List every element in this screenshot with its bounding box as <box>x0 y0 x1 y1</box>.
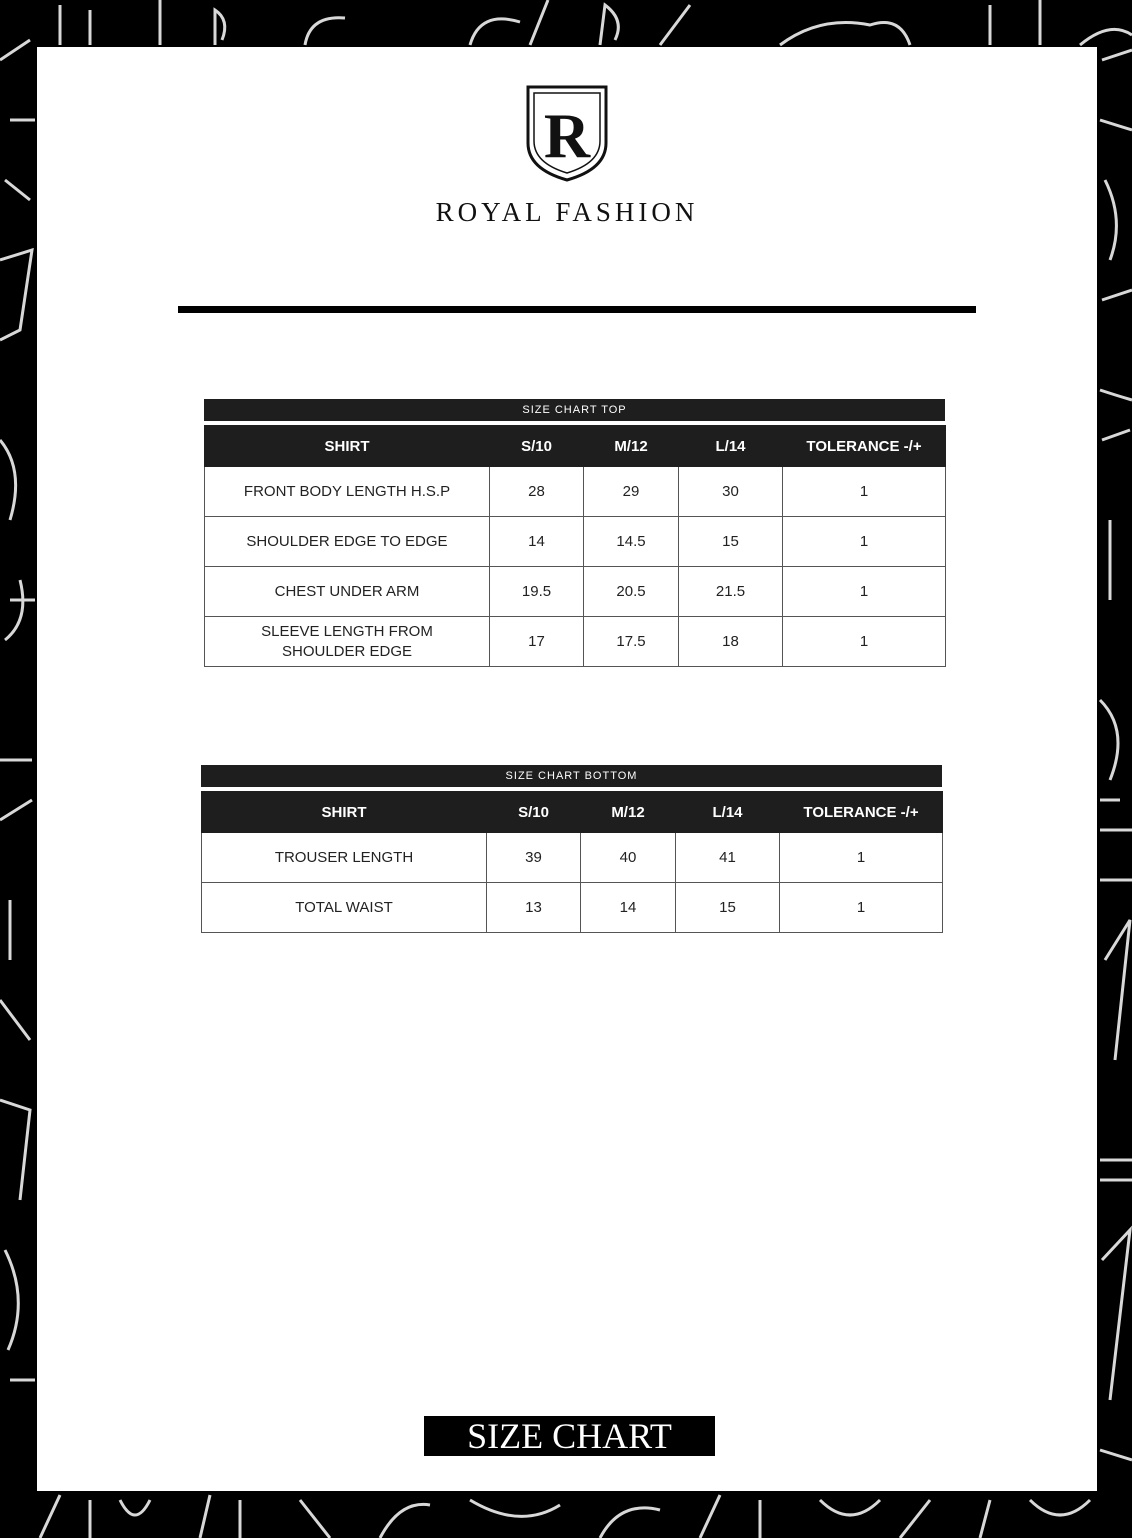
size-value: 29 <box>584 467 679 517</box>
size-value: 28 <box>490 467 584 517</box>
crest-monogram-logo <box>524 83 610 183</box>
table-row <box>202 883 943 933</box>
tolerance-value: 1 <box>783 617 946 667</box>
column-header: L/14 <box>679 426 783 467</box>
svg-text:R: R <box>543 100 591 171</box>
size-value: 14 <box>490 517 584 567</box>
size-value: 41 <box>676 833 780 883</box>
size-table-bottom <box>201 791 943 933</box>
brand-name: ROYAL FASHION <box>435 197 699 227</box>
size-value: 17 <box>490 617 584 667</box>
size-value: 19.5 <box>490 567 584 617</box>
measurement-label: CHEST UNDER ARM <box>205 567 490 617</box>
tolerance-value: 1 <box>783 467 946 517</box>
size-value: 14 <box>581 883 676 933</box>
column-header: L/14 <box>676 792 780 833</box>
column-header: S/10 <box>490 426 584 467</box>
column-header: TOLERANCE -/+ <box>783 426 946 467</box>
column-header: S/10 <box>487 792 581 833</box>
size-value: 18 <box>679 617 783 667</box>
size-table-top <box>204 425 946 667</box>
tolerance-value: 1 <box>783 567 946 617</box>
measurement-label: TOTAL WAIST <box>202 883 487 933</box>
size-chart-top <box>204 399 945 667</box>
tolerance-value: 1 <box>783 517 946 567</box>
column-header: M/12 <box>581 792 676 833</box>
table-row <box>205 467 946 517</box>
size-value: 17.5 <box>584 617 679 667</box>
measurement-label: SLEEVE LENGTH FROM SHOULDER EDGE <box>205 617 490 667</box>
size-value: 15 <box>676 883 780 933</box>
column-header: M/12 <box>584 426 679 467</box>
size-value: 14.5 <box>584 517 679 567</box>
size-value: 39 <box>487 833 581 883</box>
divider-rule <box>178 306 976 313</box>
size-value: 30 <box>679 467 783 517</box>
tolerance-value: 1 <box>780 833 943 883</box>
measurement-label: SHOULDER EDGE TO EDGE <box>205 517 490 567</box>
size-chart-sheet <box>37 47 1097 1491</box>
table-row <box>205 517 946 567</box>
table-header-row <box>202 792 943 833</box>
measurement-label: TROUSER LENGTH <box>202 833 487 883</box>
tolerance-value: 1 <box>780 883 943 933</box>
size-value: 15 <box>679 517 783 567</box>
chart-title: SIZE CHART TOP <box>204 399 945 421</box>
table-row <box>205 617 946 667</box>
size-chart-bottom <box>201 765 942 933</box>
column-header: SHIRT <box>202 792 487 833</box>
measurement-label: FRONT BODY LENGTH H.S.P <box>205 467 490 517</box>
column-header: TOLERANCE -/+ <box>780 792 943 833</box>
brand-logo <box>37 83 1097 228</box>
size-value: 20.5 <box>584 567 679 617</box>
table-row <box>202 833 943 883</box>
table-header-row <box>205 426 946 467</box>
size-value: 13 <box>487 883 581 933</box>
size-chart-footer-label: SIZE CHART <box>424 1416 715 1456</box>
size-value: 40 <box>581 833 676 883</box>
chart-title: SIZE CHART BOTTOM <box>201 765 942 787</box>
size-value: 21.5 <box>679 567 783 617</box>
table-row <box>205 567 946 617</box>
column-header: SHIRT <box>205 426 490 467</box>
